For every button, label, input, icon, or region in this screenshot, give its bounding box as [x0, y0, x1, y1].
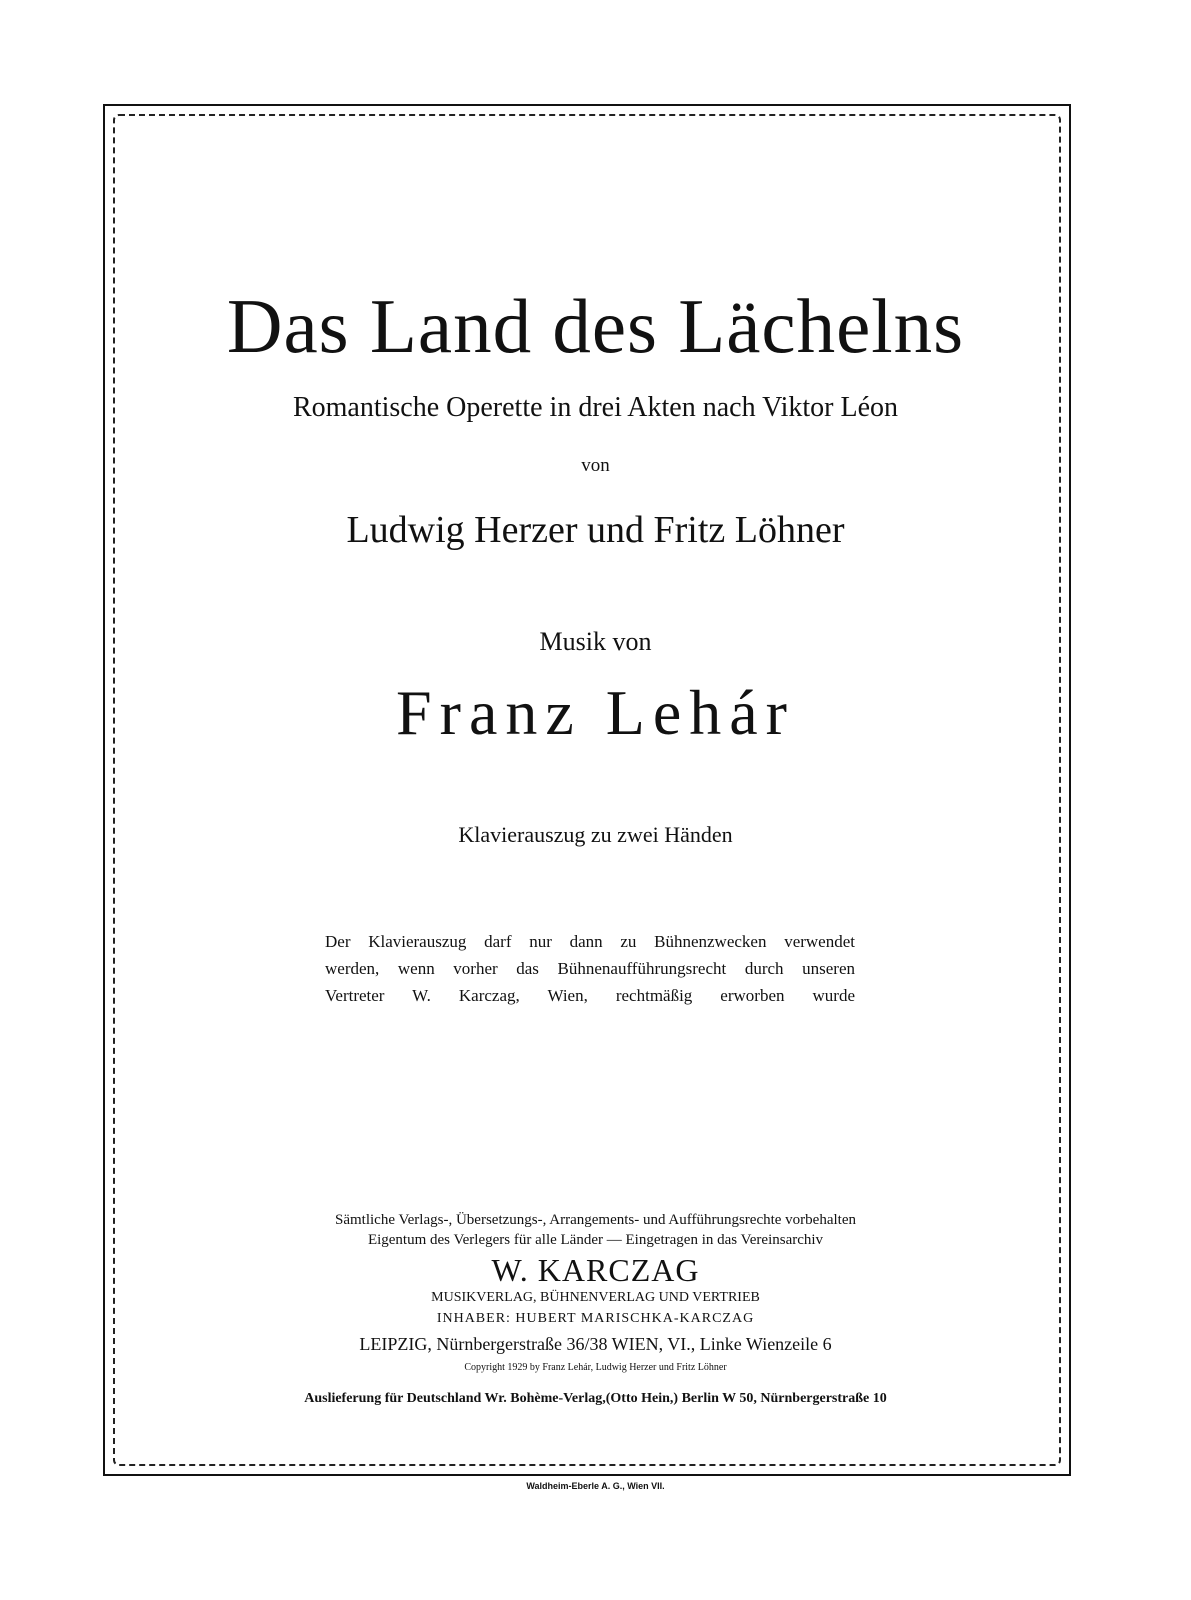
distribution-notice: Auslieferung für Deutschland Wr. Bohème-Verlag,(Otto Hein,) Berlin W 50, Nürnbergerstraße 10: [304, 1391, 887, 1406]
arrangement-label: Klavierauszug zu zwei Händen: [458, 822, 733, 847]
librettists: Ludwig Herzer und Fritz Löhner: [346, 509, 845, 551]
notice-line: Vertreter W. Karczag, Wien, rechtmäßig erworben wurde: [325, 986, 855, 1005]
musik-von-label: Musik von: [539, 627, 652, 656]
publisher-type: MUSIKVERLAG, BÜHNENVERLAG UND VERTRIEB: [431, 1290, 760, 1305]
subtitle: Romantische Operette in drei Akten nach Viktor Léon: [292, 392, 899, 423]
publisher-owner: INHABER: HUBERT MARISCHKA-KARCZAG: [436, 1311, 755, 1326]
notice-line: werden, wenn vorher das Bühnenaufführungsrecht durch unseren: [325, 959, 855, 978]
publisher-addresses: LEIPZIG, Nürnbergerstraße 36/38 WIEN, VI., Linke Wienzeile 6: [359, 1334, 832, 1354]
notice-line: Der Klavierauszug darf nur dann zu Bühnenzwecken verwendet: [325, 932, 855, 951]
page-title: Das Land des Lächelns: [226, 283, 965, 369]
stage-use-notice: [325, 928, 855, 1009]
publisher-name: W. KARCZAG: [491, 1252, 700, 1288]
composer-name: Franz Lehár: [396, 677, 795, 748]
rights-line: Sämtliche Verlags-, Übersetzungs-, Arrangements- und Aufführungsrechte vorbehalten: [335, 1212, 856, 1228]
printer-credit: Waldheim-Eberle A. G., Wien VII.: [526, 1481, 665, 1491]
copyright-notice: Copyright 1929 by Franz Lehár, Ludwig Herzer und Fritz Löhner: [464, 1362, 727, 1373]
rights-notice: [0, 1210, 1191, 1250]
rights-line: Eigentum des Verlegers für alle Länder — Eingetragen in das Vereinsarchiv: [367, 1232, 824, 1248]
von-label: von: [581, 455, 610, 476]
